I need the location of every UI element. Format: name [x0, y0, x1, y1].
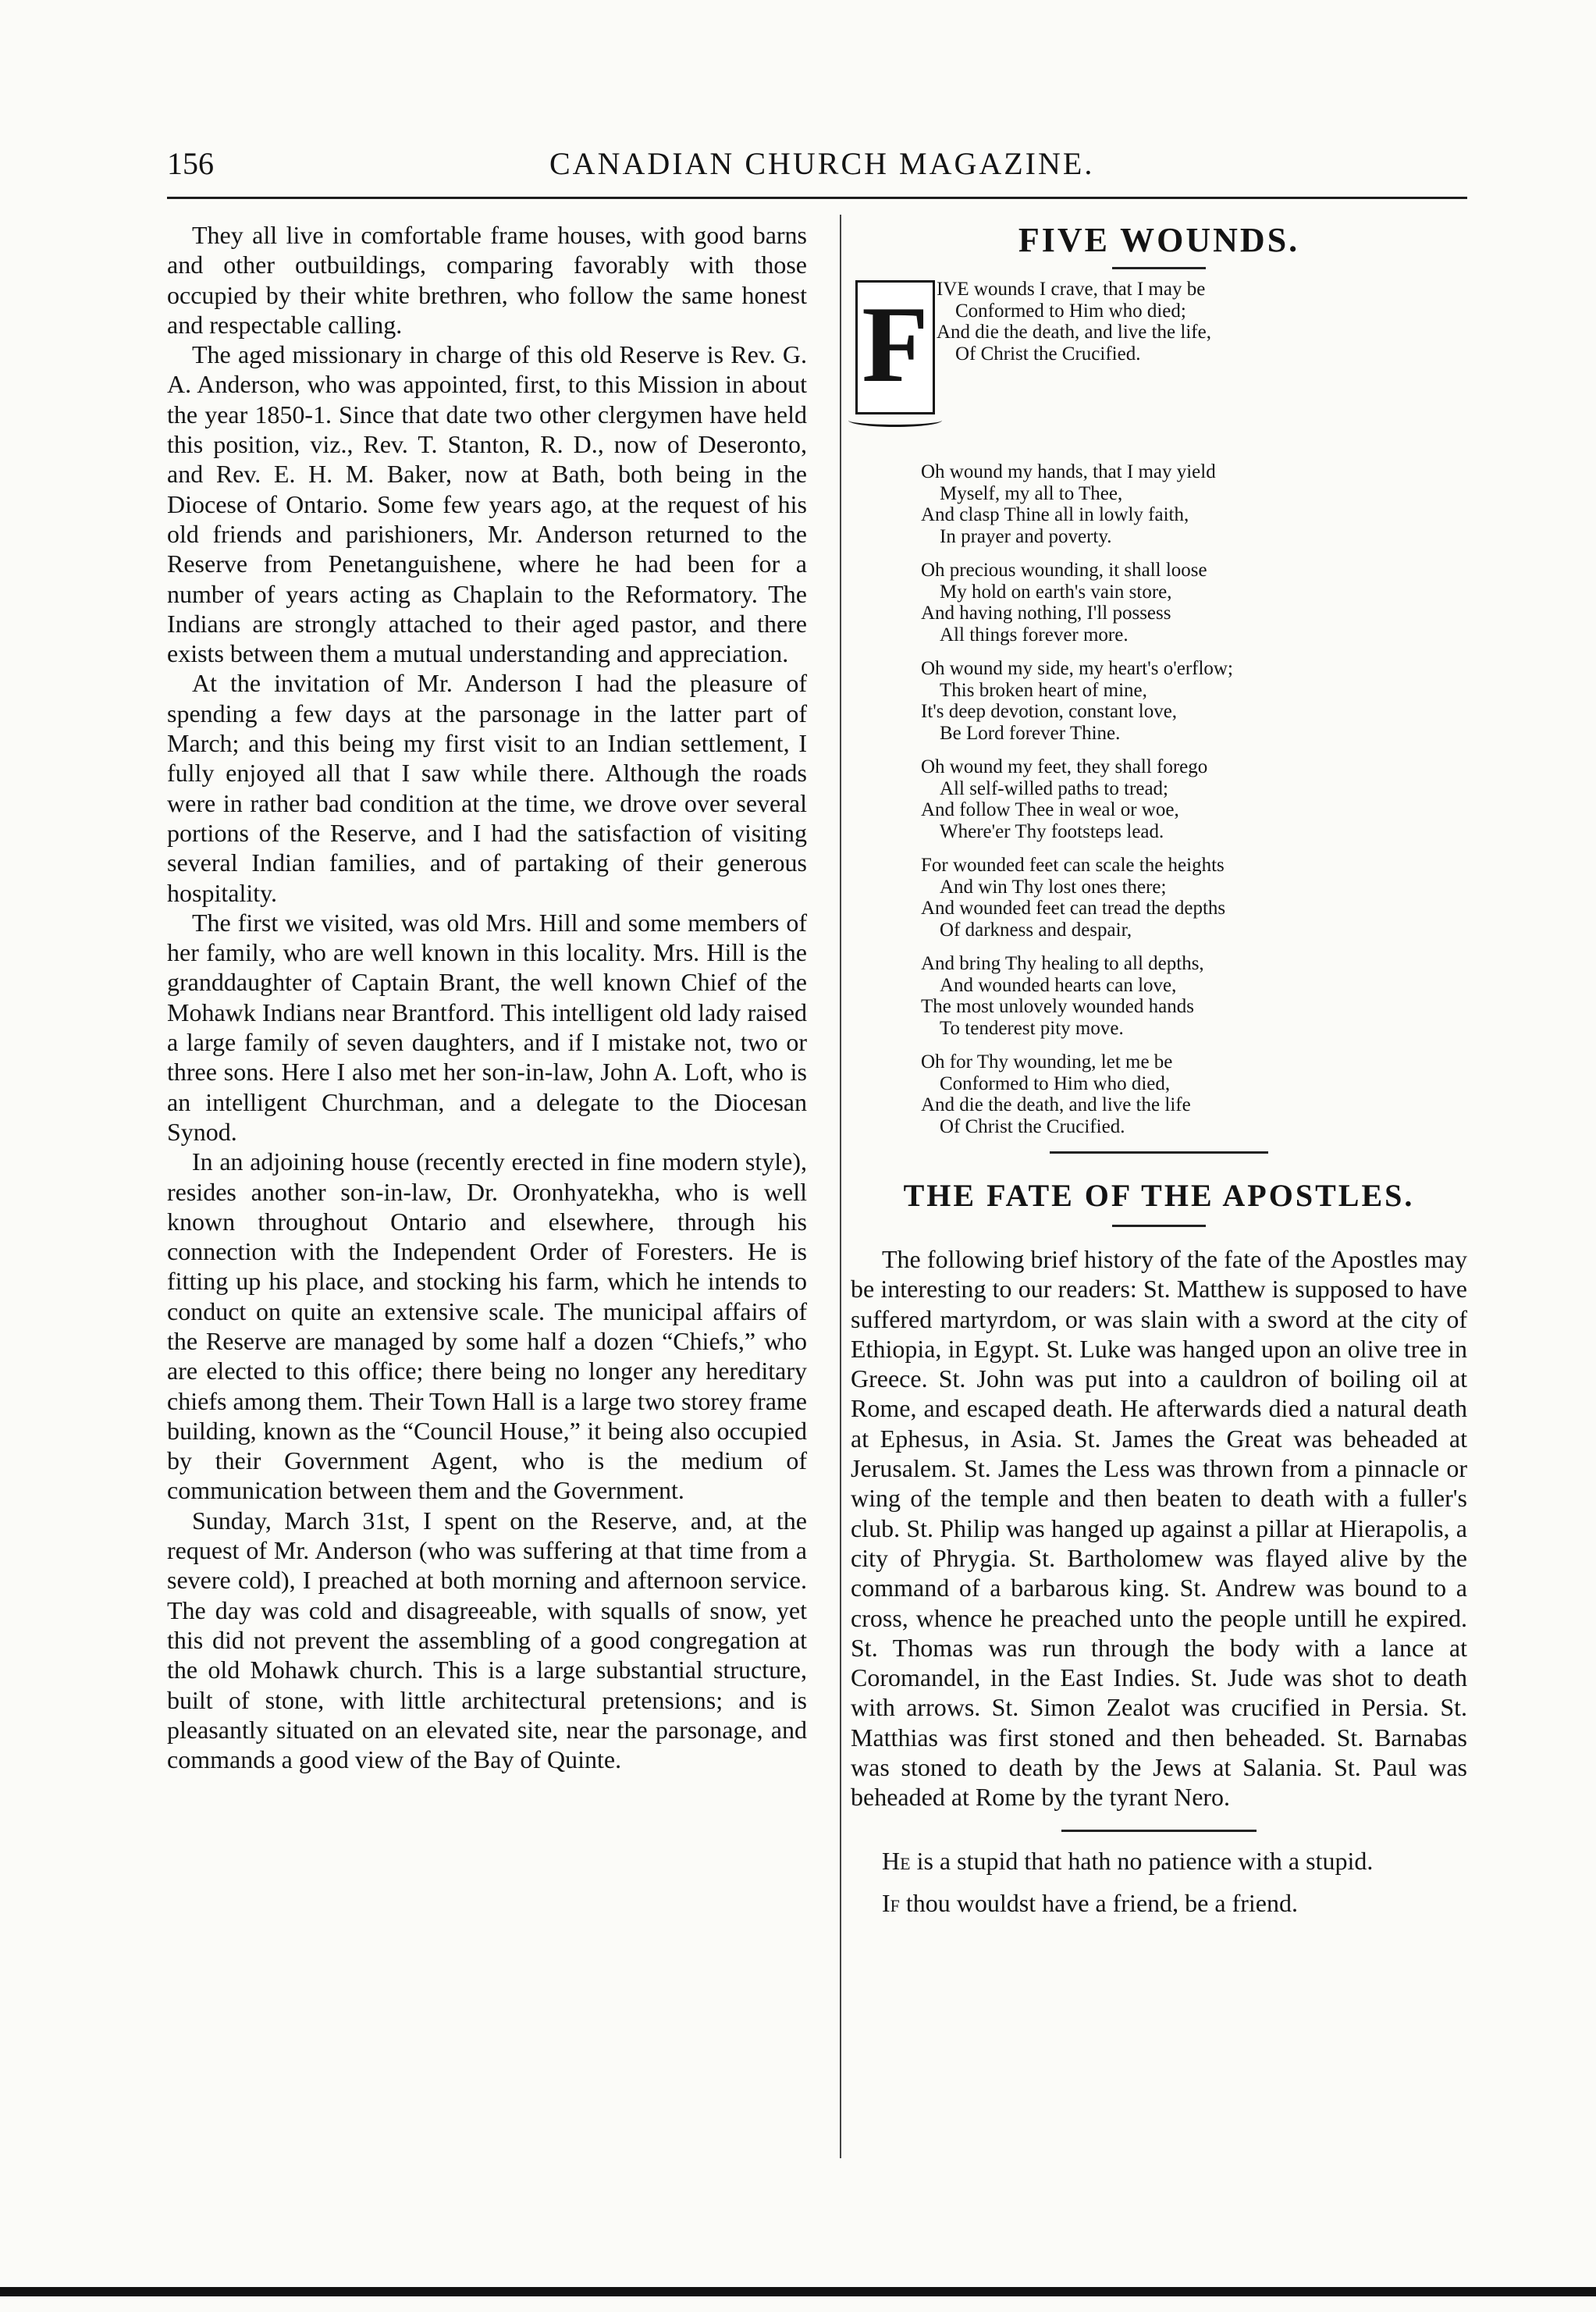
poem-line: And wounded feet can tread the depths [921, 898, 1226, 919]
poem-line: And clasp Thine all in lowly faith, [921, 504, 1189, 525]
dropcap-letter: F [862, 284, 929, 405]
poem-line: Oh wound my hands, that I may yield [921, 461, 1216, 482]
poem-line: Oh wound my feet, they shall forego [921, 756, 1208, 777]
poem-line: For wounded feet can scale the heights [921, 855, 1225, 876]
left-column [167, 220, 807, 1774]
left-paragraph-5: In an adjoining house (recently erected in fine modern style), resides another son-in-law, Dr. Oronhyatekha, who is well known throughout Ontario and elsewhere, through his connection with the Independent Order of Foresters. He is fitting up his place, and stocking his farm, which he intends to conduct on quite an extensive scale. The municipal affairs of the Reserve are managed by some half a dozen “Chiefs,” who are elected to this office; there being no longer any hereditary chiefs among them. Their Town Hall is a large two storey frame building, known as the “Council House,” it being also occupied by their Government Agent, who is the medium of communication between them and the Government. [167, 1147, 807, 1505]
page-number: 156 [167, 146, 214, 181]
poem-line: IVE wounds I crave, that I may be [937, 279, 1206, 300]
proverb-text: is a stupid that hath no patience with a stupid. [910, 1846, 1374, 1875]
poem-line: And wounded hearts can love, [940, 974, 1177, 996]
poem-line: And bring Thy healing to all depths, [921, 953, 1204, 974]
poem-line: Myself, my all to Thee, [940, 482, 1123, 504]
proverb-text: thou wouldst have a friend, be a friend. [899, 1888, 1298, 1917]
poem-line: Of darkness and despair, [940, 919, 1132, 941]
left-paragraph-3: At the invitation of Mr. Anderson I had the pleasure of spending a few days at the parsonage in the latter part of March; and this being my first visit to an Indian settlement, I fully enjoyed all that I saw while there. Although the roads were in rather bad condition at the time, we drove over several portions of the Reserve, and I had the satisfaction of visiting several Indian families, and of partaking of their generous hospitality. [167, 669, 807, 907]
poem-line: Oh for Thy wounding, let me be [921, 1051, 1173, 1072]
poem-line: It's deep devotion, constant love, [921, 701, 1178, 722]
poem-stanza [921, 1051, 1467, 1137]
article-title-rule [1112, 1225, 1206, 1227]
bottom-rule [0, 2287, 1596, 2296]
poem-stanza [921, 953, 1467, 1039]
poem-line: The most unlovely wounded hands [921, 996, 1194, 1017]
poem-title: FIVE WOUNDS. [1018, 221, 1300, 259]
left-paragraph-1: They all live in comfortable frame houses, with good barns and other outbuildings, comparing favorably with those occupied by their white brethren, who follow the same honest and respectable calling. [167, 221, 807, 339]
poem-line: Of Christ the Crucified. [955, 343, 1141, 365]
proverb-lead: If [882, 1888, 900, 1917]
poem-line: All things forever more. [940, 624, 1129, 646]
proverb-1 [851, 1846, 1467, 1876]
column-divider [840, 215, 841, 2158]
poem-line: And die the death, and live the life, [937, 322, 1211, 343]
poem-first-stanza [851, 279, 1467, 449]
dropcap-flourish [848, 414, 942, 427]
poem-line: And having nothing, I'll possess [921, 603, 1171, 624]
poem-stanza [921, 658, 1467, 744]
poem-stanza [921, 560, 1467, 646]
poem-line: My hold on earth's vain store, [940, 581, 1172, 603]
poem-line: Where'er Thy footsteps lead. [940, 820, 1164, 842]
running-title: CANADIAN CHURCH MAGAZINE. [549, 146, 1095, 181]
proverb-2 [851, 1888, 1467, 1918]
poem-line: Be Lord forever Thine. [940, 722, 1121, 744]
poem-line: Conformed to Him who died, [940, 1072, 1171, 1094]
poem-title-rule [1112, 267, 1206, 269]
article-body: The following brief history of the fate of the Apostles may be interesting to our readers: St. Matthew is supposed to have suffered martyrdom, or was slain with a sword at the city of Ethiopia, in Egypt. St. Luke was hanged upon an olive tree in Greece. St. John was put into a cauldron of boiling oil at Rome, and escaped death. He afterwards died a natural death at Ephesus, in Asia. St. James the Great was beheaded at Jerusalem. St. James the Less was thrown from a pinnacle or wing of the temple and then beaten to death with a fuller's club. St. Philip was hanged up against a pillar at Hierapolis, a city of Phrygia. St. Bartholomew was flayed alive by the command of a barbarous king. St. Andrew was bound to a cross, whence he preached unto the people untill he expired. St. Thomas was run through the body with a lance at Coromandel, in the East Indies. St. Jude was shot to death with arrows. St. Simon Zealot was crucified in Persia. St. Matthias was first stoned and then beheaded. St. Barnabas was stoned to death by the Jews at Salania. St. Paul was beheaded at Rome by the tyrant Nero. [851, 1245, 1467, 1812]
poem-line: Conformed to Him who died; [955, 300, 1186, 322]
poem-stanza [921, 855, 1467, 941]
poem-line: To tenderest pity move. [940, 1017, 1124, 1039]
poem-line: And win Thy lost ones there; [940, 876, 1167, 898]
poem-line: In prayer and poverty. [940, 525, 1112, 547]
left-paragraph-4: The first we visited, was old Mrs. Hill and some members of her family, who are well known in this locality. Mrs. Hill is the granddaughter of Captain Brant, the well known Chief of the Mohawk Indians near Brantford. This intelligent old lady raised a large family of seven daughters, and if I mistake not, two or three sons. Here I also met her son-in-law, John A. Loft, who is an intelligent Churchman, and a delegate to the Diocesan Synod. [167, 908, 807, 1146]
right-column [851, 220, 1467, 1918]
dropcap-ornament [855, 280, 935, 414]
left-paragraph-6: Sunday, March 31st, I spent on the Reserve, and, at the request of Mr. Anderson (who was suffering at that time from a severe cold), I preached at both morning and afternoon service. The day was cold and disagreeable, with squalls of snow, yet this did not prevent the assembling of a good congregation at the old Mohawk church. This is a large substantial structure, built of stone, with little architectural pretensions; and is pleasantly situated on an elevated site, near the parsonage, and commands a good view of the Bay of Quinte. [167, 1506, 807, 1774]
poem-line: And follow Thee in weal or woe, [921, 799, 1179, 820]
proverb-lead: He [882, 1846, 911, 1875]
poem-stanza [921, 461, 1467, 547]
poem-line: Oh precious wounding, it shall loose [921, 560, 1207, 581]
poem-line: This broken heart of mine, [940, 679, 1147, 701]
left-paragraph-2: The aged missionary in charge of this old Reserve is Rev. G. A. Anderson, who was appointed, first, to this Mission in about the year 1850-1. Since that date two other clergymen have held this position, viz., Rev. T. Stanton, R. D., now of Deseronto, and Rev. E. H. M. Baker, now at Bath, both being in the Diocese of Ontario. Some few years ago, at the request of his old friends and parishioners, Mr. Anderson returned to the Reserve from Penetanguishene, where he had been for a number of years acting as Chaplain to the Reformatory. The Indians are strongly attached to their aged pastor, and there exists between them a mutual understanding and appreciation. [167, 340, 807, 668]
article-title: THE FATE OF THE APOSTLES. [903, 1178, 1415, 1213]
poem-stanza [921, 756, 1467, 842]
poem-line: And die the death, and live the life [921, 1094, 1191, 1115]
poem-line: Oh wound my side, my heart's o'erflow; [921, 658, 1233, 679]
header-rule [167, 197, 1467, 199]
poem-line: All self-willed paths to tread; [940, 777, 1168, 799]
poem-line: Of Christ the Crucified. [940, 1115, 1125, 1137]
